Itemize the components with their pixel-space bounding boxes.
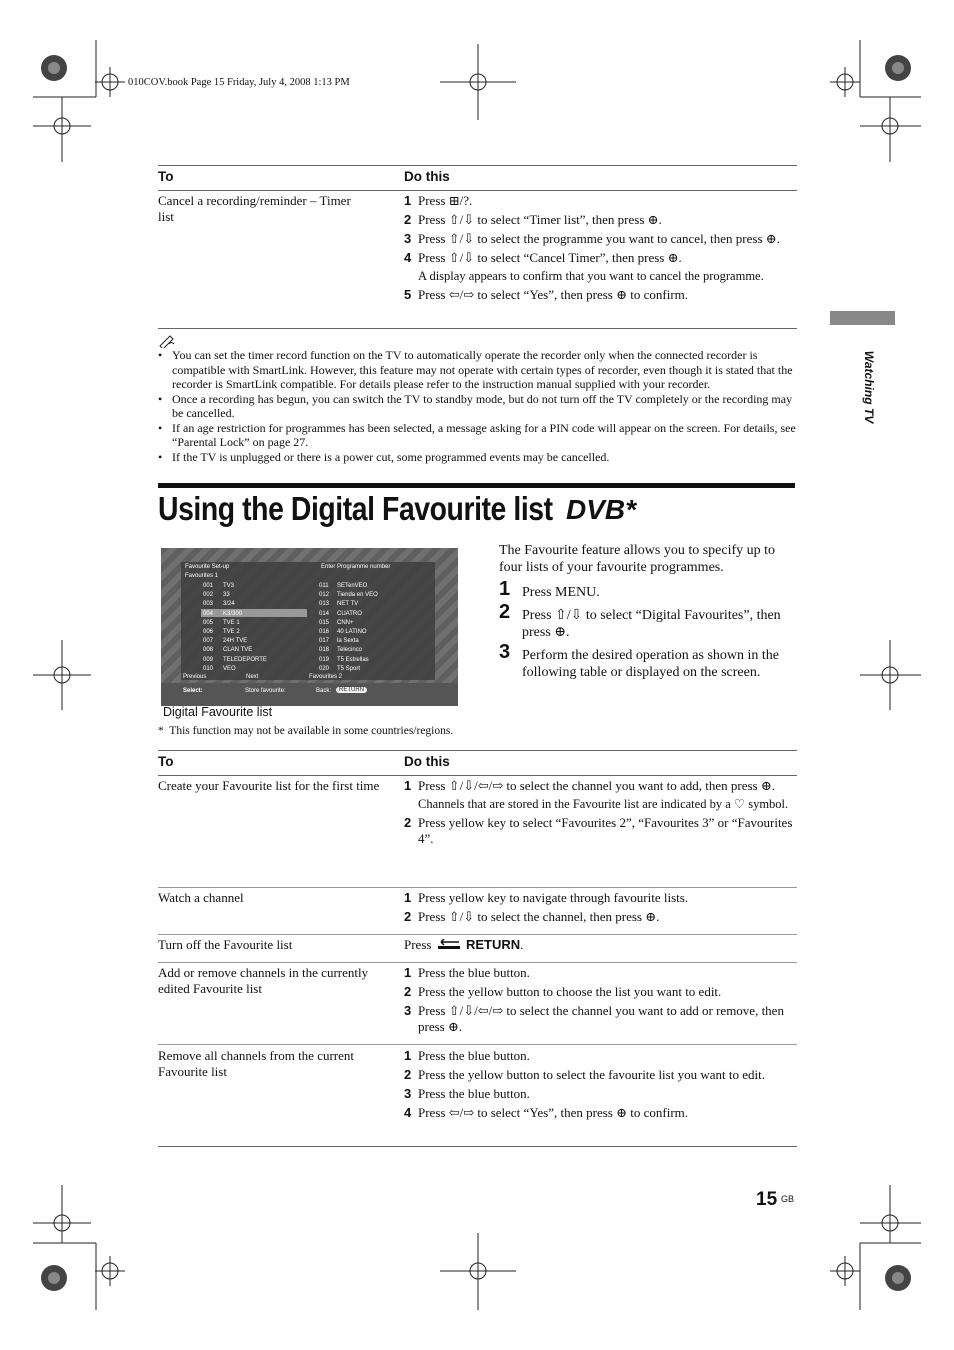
table1-step: 4 Press ⇧/⇩ to select “Cancel Timer”, then press ⊕. A display appears to confirm that you want to cancel the programme. [404, 250, 764, 283]
screenshot-channel-number: 007 [203, 638, 214, 645]
screenshot-channel-name: TVE 2 [223, 629, 240, 635]
screenshot-channel-number: 008 [203, 647, 214, 654]
screenshot-channel-number: 003 [203, 601, 214, 608]
screenshot-channel-name: TV3 [223, 583, 235, 589]
screenshot-channel-number: 018 [319, 647, 330, 654]
screenshot-channel-name: CLAN TVE [223, 647, 253, 654]
table1-step: 2 Press ⇧/⇩ to select “Timer list”, then press ⊕. [404, 212, 662, 227]
table2-step: 2 Press the yellow button to choose the list you want to edit. [404, 984, 722, 999]
table2-row-divider [158, 887, 797, 888]
table2-step: 2 Press the yellow button to select the favourite list you want to edit. [404, 1067, 765, 1082]
screenshot-return-button: RETURN [336, 687, 367, 693]
page-suffix: GB [781, 1194, 795, 1204]
return-icon [437, 939, 461, 950]
screenshot-channel-name: 24H TVE [223, 638, 248, 645]
screenshot-header-right: Enter Programme number [321, 564, 391, 570]
table2-step: 2 Press ⇧/⇩ to select the channel, then press ⊕. [404, 909, 660, 924]
table2-step: 3 Press ⇧/⇩/⇦/⇨ to select the channel you want to add or remove, then press ⊕. [404, 1003, 784, 1034]
screenshot-channel-name: SETenVEO [337, 583, 368, 589]
screenshot-channel-number: 017 [319, 638, 330, 645]
table2-step: 3 Press the blue button. [404, 1086, 530, 1101]
screenshot-channel-name: K3/300 [223, 610, 243, 617]
table1-step: 3 Press ⇧/⇩ to select the programme you want to cancel, then press ⊕. [404, 231, 780, 246]
side-tab-label: Watching TV [862, 350, 876, 424]
screenshot-channel-number: 016 [319, 629, 330, 635]
table2-row-to: Turn off the Favourite list [158, 937, 293, 952]
side-tab-bar [830, 311, 895, 325]
screenshot-channel-name: 40 LATINO [337, 629, 367, 635]
table2-step: 1 Press yellow key to navigate through favourite lists. [404, 890, 689, 905]
favourite-list-screenshot [161, 548, 458, 706]
screenshot-bottom-bar [161, 683, 458, 706]
note-pencil-icon [158, 334, 176, 348]
table2-row-plain: Press RETURN. [404, 937, 524, 952]
screenshot-subheader: Favourites 1 [185, 573, 219, 579]
intro-step: 3 Perform the desired operation as shown in the following table or displayed on the screen. [499, 641, 779, 680]
table2-row-to: Watch a channel [158, 890, 244, 905]
table1-row-steps [404, 193, 799, 306]
intro-text: The Favourite feature allows you to specify up to four lists of your favourite programmes. [499, 543, 776, 575]
screenshot-footer-fav: Favourites 2 [309, 674, 343, 680]
table1-top-rule [158, 165, 797, 166]
screenshot-footer-next: Next [246, 674, 259, 680]
screenshot-footer-prev: Previous [183, 674, 207, 680]
table2-step: 1 Press the blue button. [404, 965, 530, 980]
screenshot-channel-name: 33 [223, 592, 230, 599]
table1-step: 1 Press ⊞/?. [404, 193, 473, 208]
table2-step: 4 Press ⇦/⇨ to select “Yes”, then press ⊕ to confirm. [404, 1105, 689, 1120]
intro-step: 2 Press ⇧/⇩ to select “Digital Favourites”, then press ⊕. [499, 601, 781, 640]
screenshot-bottom-store: Store favourite: [245, 688, 286, 694]
note-item: • If an age restriction for programmes has been selected, a message asking for a PIN code will appear on the screen. For details, see “Parental Lock” on page 27. [158, 421, 796, 450]
screenshot-channel-name: 3/24 [223, 601, 235, 608]
table2-top-rule [158, 750, 797, 751]
table2-header-rule [158, 775, 797, 776]
screenshot-channel-number: 005 [203, 619, 214, 626]
screenshot-channel-number: 020 [319, 665, 330, 672]
table2-row-steps [404, 890, 799, 928]
table1-col-do: Do this [404, 169, 450, 184]
screenshot-channel-name: T5 Sport [337, 665, 361, 672]
screenshot-channel-name: VEO [223, 665, 236, 672]
table1-col-to: To [158, 169, 174, 184]
screenshot-channel-number: 006 [203, 629, 214, 635]
section-logo: DVB* [566, 494, 637, 525]
intro-step: 1 Press MENU. [499, 578, 600, 600]
screenshot-bottom-back: Back: [316, 688, 332, 694]
screenshot-channel-number: 019 [319, 656, 330, 663]
screenshot-channel-name: Tienda en VEO [337, 592, 378, 599]
table2-bottom-rule [158, 1146, 797, 1147]
screenshot-channel-name: CUATRO [337, 610, 362, 617]
print-info: 010COV.book Page 15 Friday, July 4, 2008 1:13 PM [128, 77, 350, 88]
page-number: 15 [756, 1189, 778, 1210]
table2-row-steps [404, 778, 799, 850]
screenshot-panel [181, 562, 435, 680]
table1-bottom-rule [158, 328, 797, 329]
screenshot-channel-name: TVE 1 [223, 619, 240, 626]
table2-row-steps [404, 1048, 799, 1124]
screenshot-selected-row [201, 609, 307, 617]
screenshot-channel-name: CNN+ [337, 619, 354, 626]
note-item: • You can set the timer record function on the TV to automatically operate the recorder only when the connected recorder is compatible with SmartLink. However, this feature may not operate with certain types of recorder, even though it is stated that the recorder is SmartLink compatible. For details please refer to the instruction manual supplied with your recorder. [158, 348, 796, 392]
notes-list [158, 348, 796, 464]
table2-row-divider [158, 962, 797, 963]
screenshot-header-left: Favourite Set-up [185, 564, 230, 570]
section-rule [158, 483, 795, 488]
table2-col-to: To [158, 754, 174, 769]
table1-step: 5 Press ⇦/⇨ to select “Yes”, then press ⊕ to confirm. [404, 287, 689, 302]
table2-row-steps [404, 965, 799, 1038]
screenshot-channel-number: 013 [319, 601, 330, 608]
table2-row-to: Create your Favourite list for the first time [158, 778, 380, 793]
footnote: * This function may not be available in some countries/regions. [158, 725, 454, 737]
table2-row-divider [158, 934, 797, 935]
intro-steps [499, 578, 795, 687]
table1-row-to: Cancel a recording/reminder – Timer list [158, 193, 351, 224]
section-title: Using the Digital Favourite list [158, 490, 553, 527]
note-item: • Once a recording has begun, you can switch the TV to standby mode, but do not turn off the TV completely or the recording may be cancelled. [158, 392, 796, 421]
screenshot-channel-number: 004 [203, 610, 214, 617]
table2-col-do: Do this [404, 754, 450, 769]
table2-row-divider [158, 1044, 797, 1045]
screenshot-channel-number: 002 [203, 592, 214, 599]
screenshot-channel-number: 015 [319, 619, 330, 626]
screenshot-channel-number: 014 [319, 610, 330, 617]
screenshot-channel-number: 012 [319, 592, 330, 599]
table1-header-rule [158, 190, 797, 191]
note-item: • If the TV is unplugged or there is a power cut, some programmed events may be cancelled. [158, 450, 796, 465]
screenshot-channel-number: 010 [203, 665, 214, 672]
table2-step: 1 Press ⇧/⇩/⇦/⇨ to select the channel you want to add, then press ⊕. Channels that are stored in the Favourite list are indicated by a ♡ symbol. [404, 778, 789, 811]
screenshot-bottom-select: Select: [183, 688, 203, 694]
screenshot-channel-number: 001 [203, 583, 214, 589]
screenshot-caption: Digital Favourite list [163, 705, 273, 719]
table2-row-to: Remove all channels from the current Favourite list [158, 1048, 355, 1079]
screenshot-channel-number: 011 [319, 583, 329, 589]
table2-step: 1 Press the blue button. [404, 1048, 530, 1063]
screenshot-channel-name: T5 Estrellas [337, 656, 369, 663]
table2-step: 2 Press yellow key to select “Favourites 2”, “Favourites 3” or “Favourites 4”. [404, 815, 793, 846]
screenshot-channel-name: Telecinco [337, 647, 363, 654]
screenshot-channel-name: la Sexta [337, 638, 359, 645]
screenshot-channel-name: NET TV [337, 601, 359, 608]
screenshot-channel-name: TELEDEPORTE [223, 656, 267, 663]
screenshot-channel-number: 009 [203, 656, 214, 663]
table2-row-to: Add or remove channels in the currently edited Favourite list [158, 965, 369, 996]
